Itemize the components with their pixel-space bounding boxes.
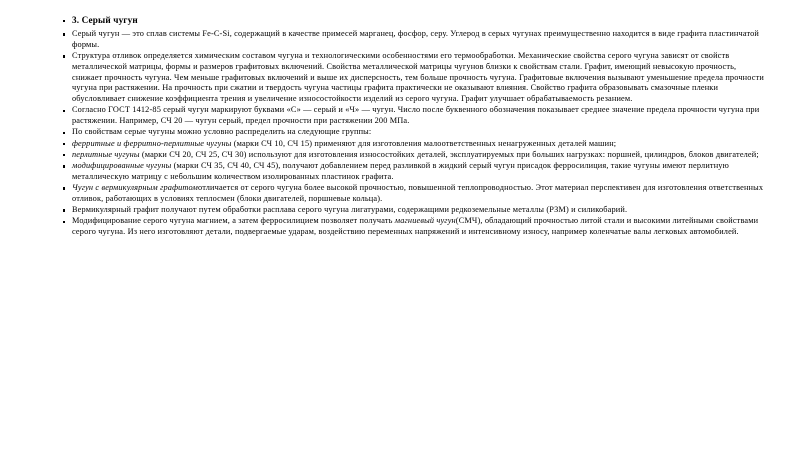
bullet-vermicular-graphite-iron-rest: отличается от серого чугуна более высокой прочностью, повышенной теплопроводностью. Этот материал перспективен для изготовления ответственных отливок, работающих в условиях теплосмен (блоки двигателей, поршневые кольца).: [72, 183, 764, 203]
bullet-magnesium-modification-before: Модифицирование серого чугуна магнием, а затем ферросилицием позволяет получать: [72, 216, 395, 226]
bullet-groups-intro: [62, 127, 766, 138]
bullet-vermicular-production-text: Вермикулярный графит получают путем обработки расплава серого чугуна лигатурами, содержащими редкоземельные металлы (РЗМ) и силикобарий.: [72, 205, 628, 214]
bullet-pearlitic-rest: (марки СЧ 20, СЧ 25, СЧ 30) используют для изготовления износостойких деталей, эксплуатируемых при больших нагрузках: поршней, цилиндров, блоков двигателей;: [139, 149, 759, 159]
bullet-groups-intro-text: По свойствам серые чугуны можно условно распределить на следующие группы:: [72, 127, 372, 137]
bullet-vermicular-graphite-iron-lead: Чугун с вермикулярным графитом: [72, 183, 198, 192]
bullet-structure-properties-text: Структура отливок определяется химическим составом чугуна и технологическими особенностями его термообработки. Механические свойства серого чугуна зависят от свойств металлической матрицы, формы и размеров графитовых включений. Свойства металлической матрицы чугунов близки к свойствам стали. Графит, имеющий невысокую прочность, снижает прочность чугуна. Чем меньше графитовых включений и выше их дисперсность, тем больше прочность чугуна. Графитовые включения вызывают уменьшение предела прочности чугуна при растяжении. На прочность при сжатии и твердость чугуна частицы графита практически не оказывают влияния. Свойство графита образовывать смазочные пленки обусловливает снижение коэффициента трения и увеличение износостойкости изделий из серого чугуна. Графит улучшает обрабатываемость резанием.: [72, 51, 764, 103]
slide-title: [62, 14, 766, 28]
bullet-gost-marking: [62, 105, 766, 127]
bullet-vermicular-graphite-iron: [62, 183, 766, 205]
bullet-modified: [62, 161, 766, 183]
bullet-ferritic-pearlitic-rest: (марки СЧ 10, СЧ 15) применяют для изготовления малоответственных ненагруженных деталей машин;: [231, 138, 617, 148]
bullet-definition-text: Серый чугун — это сплав системы Fe-C-Si, содержащий в качестве примесей марганец, фосфор, серу. Углерод в серых чугунах преимущественно находится в виде графита пластинчатой формы.: [72, 29, 760, 49]
bullet-magnesium-modification-after: (СМЧ), обладающий прочностью литой стали и высокими литейными свойствами серого чугуна. Из него изготовляют детали, подвергаемые ударам, воздействию переменных напряжений и интенсивному износу, например коленчатые валы легковых автомобилей.: [72, 216, 759, 236]
bullet-vermicular-production: [62, 205, 766, 216]
bullet-pearlitic: [62, 150, 766, 161]
bullet-definition: [62, 29, 766, 51]
bullet-list: [62, 14, 766, 238]
bullet-pearlitic-lead: перлитные чугуны: [72, 149, 140, 159]
bullet-modified-rest: (марки СЧ 35, СЧ 40, СЧ 45), получают добавлением перед разливкой в жидкий серый чугун присадок ферросилиция, такие чугуны имеют перлитную металлическую матрицу с небольшим количеством изолированных пластинок графита.: [72, 161, 729, 181]
bullet-ferritic-pearlitic: [62, 139, 766, 150]
bullet-modified-lead: модифицированные чугуны: [72, 161, 172, 170]
bullet-magnesium-modification-term: магниевый чугун: [394, 216, 456, 226]
bullet-ferritic-pearlitic-lead: ферритные и ферритно-перлитные чугуны: [72, 138, 232, 148]
bullet-structure-properties: [62, 51, 766, 105]
bullet-magnesium-modification: [62, 216, 766, 238]
bullet-gost-marking-text: Согласно ГОСТ 1412-85 серый чугун маркируют буквами «С» — серый и «Ч» — чугун. Число после буквенного обозначения показывает среднее значение предела прочности чугуна при растяжении. Например, СЧ 20 — чугун серый, предел прочности при растяжении 200 МПа.: [72, 105, 760, 125]
slide-title-text: 3. Серый чугун: [72, 15, 138, 25]
